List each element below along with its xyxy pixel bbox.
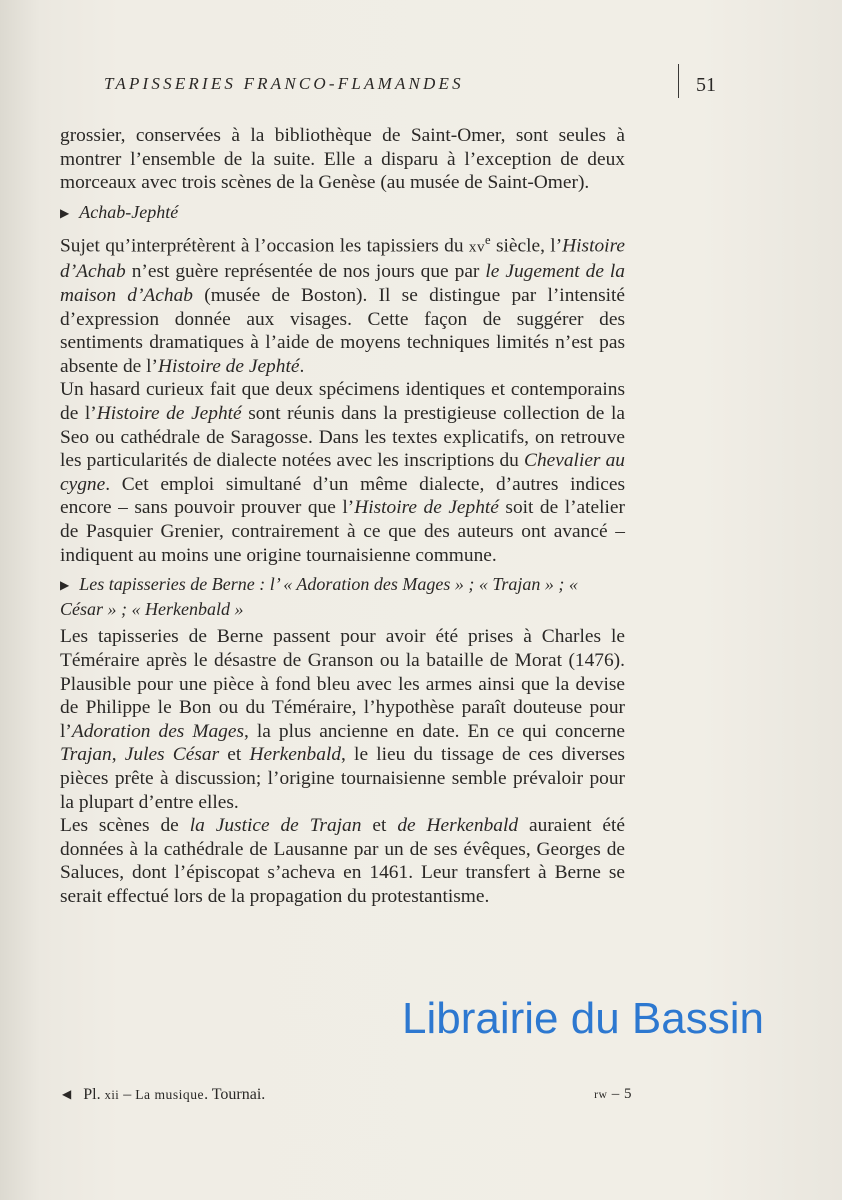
section-heading xyxy=(60,201,625,226)
paragraph: Sujet qu’interprétèrent à l’occasion les tapissiers du $xv^e$ siècle, l’Histoire d’Achab n’est guère représentée de nos jours que par le Jugement de la maison d’Achab (musée de Boston). Il se distingue par l’intensité d’expression donnée aux visages. Cette façon de suggérer des sentiments dramatiques à l’aide de moyens techniques limités n’est pas absente de l’Histoire de Jephté. xyxy=(60,233,626,377)
work-title: Histoire de Jephté xyxy=(96,403,242,424)
work-title: Herkenbald xyxy=(249,744,342,766)
triangle-marker-icon: ▶ xyxy=(60,578,70,593)
work-title: Trajan xyxy=(60,744,112,766)
work-title: la Justice de Trajan xyxy=(189,815,362,837)
watermark: Librairie du Bassin xyxy=(402,994,764,1043)
running-title: TAPISSERIES FRANCO-FLAMANDES xyxy=(104,74,464,93)
work-title: Histoire d’Achab xyxy=(60,235,625,283)
small-caps-century: xv xyxy=(468,239,486,256)
work-title: de Herkenbald xyxy=(397,815,519,837)
paragraph: Un hasard curieux fait que deux spécimens identiques et contemporains de l’Histoire de Jephté sont réunis dans la prestigieuse collection de la Seo ou cathédrale de Saragosse. Dans les textes explicatifs, on retrouve les particularités de dialecte notées avec les inscriptions du Chevalier au cygne. Cet emploi simultané d’un même dialecte, d’autres indices encore – sans pouvoir prouver que l’Histoire de Jephté soit de l’atelier de Pasquier Grenier, contrairement à ce que des auteurs ont avancé – indiquent au moins une origine tournaisienne commune. xyxy=(60,379,626,566)
page-footer xyxy=(62,1086,632,1114)
signature-mark: rw – 5 xyxy=(594,1086,632,1102)
section-heading xyxy=(60,573,625,621)
work-title: Histoire de Jephté xyxy=(354,497,499,519)
work-title: Adoration des Mages xyxy=(71,720,245,742)
body-text xyxy=(60,124,625,908)
paragraph: Les scènes de la Justice de Trajan et de Herkenbald auraient été données à la cathédrale de Lausanne par un de ses évêques, Georges de Saluces, dont l’épiscopat s’acheva en 1461. Leur transfert à Berne se serait effectué lors de la propagation du protestantisme. xyxy=(60,815,625,907)
page-number: 51 xyxy=(696,74,716,96)
header-divider xyxy=(678,64,679,98)
section-heading-text: Achab-Jephté xyxy=(79,201,179,222)
work-title: Jules César xyxy=(124,744,220,766)
work-title: Chevalier au cygne xyxy=(60,450,626,495)
triangle-left-icon: ◀ xyxy=(62,1087,72,1101)
plate-caption: ◀ Pl. xii – La musique. Tournai. xyxy=(62,1086,266,1103)
section-heading-text: Les tapisseries de Berne : l’ « Adoration des Mages » ; « Trajan » ; « César » ; « Herkenbald » xyxy=(60,574,578,619)
page-header xyxy=(100,66,716,102)
work-title: Histoire de Jephté xyxy=(158,355,300,377)
paragraph: Les tapisseries de Berne passent pour avoir été prises à Charles le Téméraire après le désastre de Granson ou la bataille de Morat (1476). Plausible pour une pièce à fond bleu avec les armes ainsi que la devise de Philippe le Bon ou du Téméraire, l’hypothèse paraît douteuse pour l’Adoration des Mages, la plus ancienne en date. En ce qui concerne Trajan, Jules César et Herkenbald, le lieu du tissage de ces diverses pièces prête à discussion; l’origine tournaisienne semble prévaloir pour la plupart d’entre elles. xyxy=(60,626,626,813)
triangle-marker-icon: ▶ xyxy=(60,205,70,220)
paragraph: grossier, conservées à la bibliothèque de Saint-Omer, sont seules à montrer l’ensemble de la suite. Elle a disparu à l’exception de deux morceaux avec trois scènes de la Genèse (au musée de Saint-Omer). xyxy=(60,125,625,194)
work-title: le Jugement de la maison d’Achab xyxy=(60,261,626,307)
